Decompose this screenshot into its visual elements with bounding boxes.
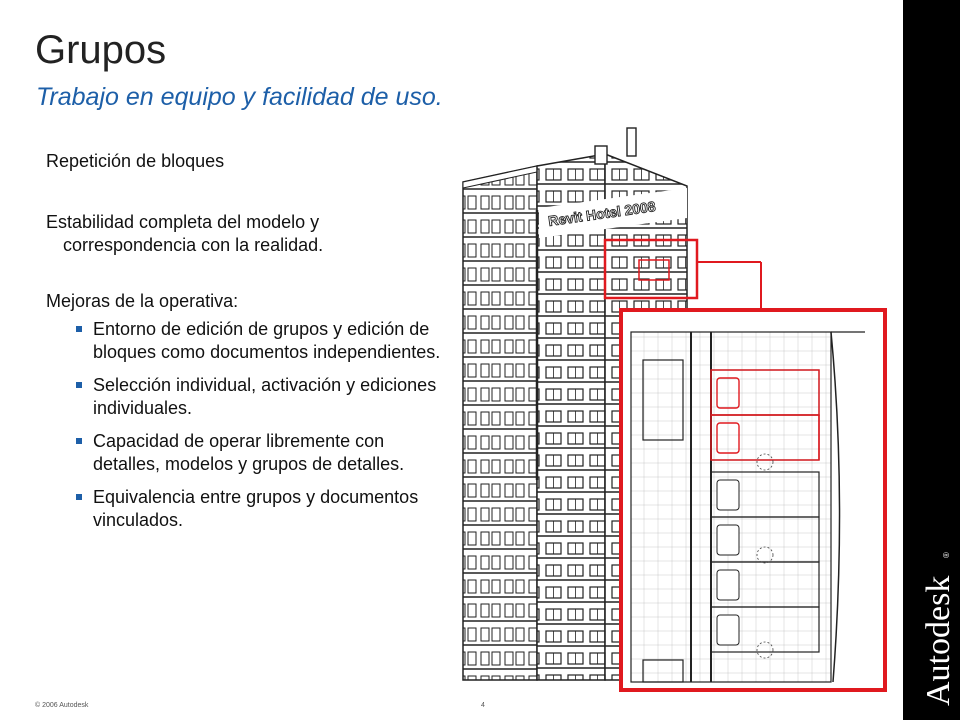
bullet-square-icon [76, 326, 82, 332]
registered-mark: ® [942, 552, 951, 558]
brand-sidebar [903, 0, 960, 720]
bullet-square-icon [76, 494, 82, 500]
slide-subtitle: Trabajo en equipo y facilidad de uso. [36, 83, 443, 111]
building-and-floorplan-illustration [455, 120, 895, 700]
footer-copyright: © 2006 Autodesk [35, 702, 89, 709]
paragraph-operative-improvements: Mejoras de la operativa: [46, 291, 239, 312]
brand-wordmark: Autodesk [920, 575, 957, 706]
bullet-item: Equivalencia entre grupos y documentos vinculados. [76, 486, 451, 532]
bullet-item: Entorno de edición de grupos y edición de bloques como documentos independientes. [76, 318, 451, 364]
paragraph-block-repetition: Repetición de bloques [46, 151, 225, 171]
bullet-item: Selección individual, activación y ediciones individuales. [76, 374, 451, 420]
paragraph-model-stability: Estabilidad completa del modelo y correspondencia con la realidad. [46, 212, 324, 256]
autodesk-logo [903, 0, 960, 720]
bullet-list [46, 318, 451, 532]
footer-page-number: 4 [481, 702, 485, 709]
slide-body [46, 150, 451, 542]
slide-title: Grupos [35, 28, 167, 72]
floor-plan-inset [621, 310, 885, 690]
building-sign-text: Revit Hotel 2008 [547, 198, 657, 229]
bullet-square-icon [76, 438, 82, 444]
bullet-item: Capacidad de operar libremente con detalles, modelos y grupos de detalles. [76, 430, 451, 476]
bullet-square-icon [76, 382, 82, 388]
